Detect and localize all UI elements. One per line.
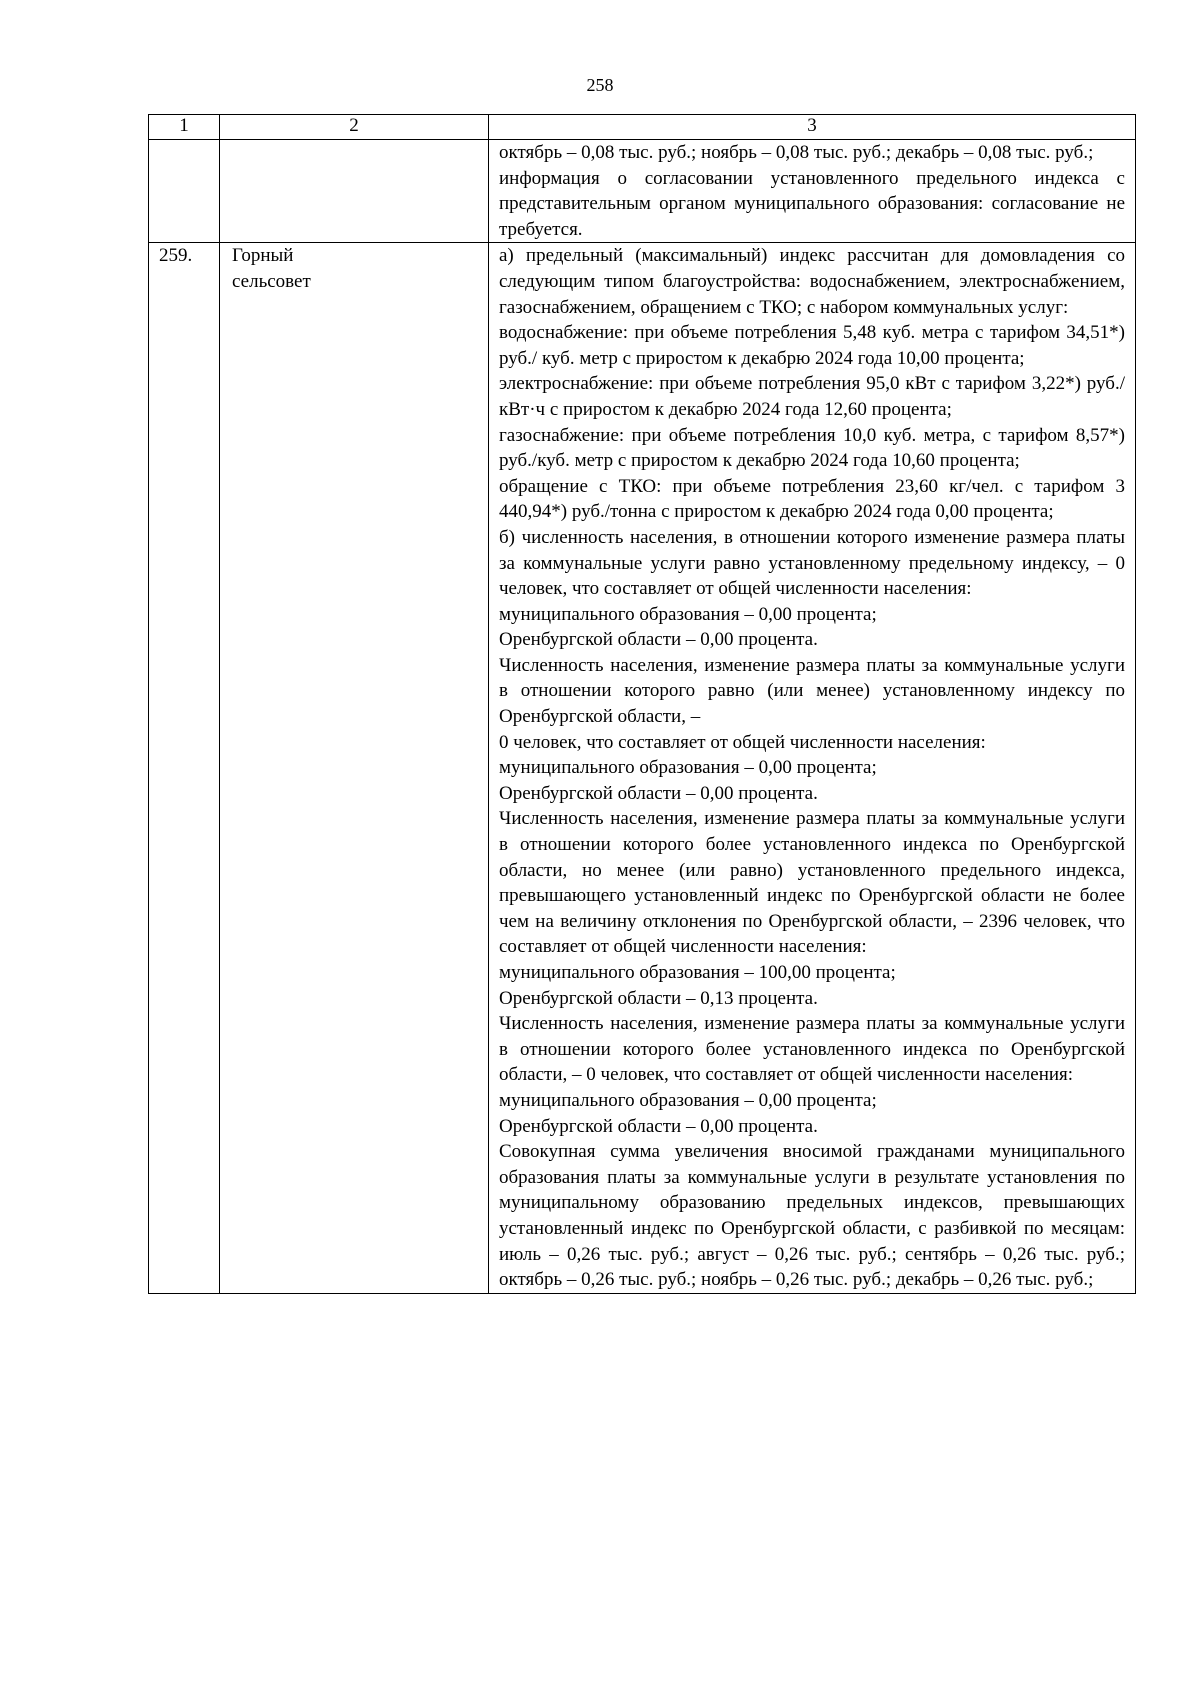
municipality-name-line: сельсовет [232,270,311,292]
document-table [148,114,1136,1294]
region-share-line: Оренбургской области – 0,00 процента. [499,1115,818,1137]
gas-supply-paragraph: газоснабжение: при объеме потребления 10,0 куб. метра, с тарифом 8,57*) руб./куб. метр с приростом к декабрю 2024 года 10,60 процента; [499,424,1125,472]
region-share-line: Оренбургской области – 0,00 процента. [499,782,818,804]
municipal-share-line: муниципального образования – 0,00 процента; [499,603,877,625]
population-count-line: 0 человек, что составляет от общей численности населения: [499,731,986,753]
waste-management-paragraph: обращение с ТКО: при объеме потребления 23,60 кг/чел. с тарифом 3 440,94*) руб./тонна с приростом к декабрю 2024 года 0,00 процента; [499,475,1125,523]
region-share-line: Оренбургской области – 0,13 процента. [499,987,818,1009]
population-equal-paragraph: б) численность населения, в отношении которого изменение размера платы за коммунальные услуги равно установленному предельному индексу, – 0 человек, что составляет от общей численности населения: [499,526,1125,600]
population-between-paragraph: Численность населения, изменение размера платы за коммунальные услуги в отношении которого более установленного индекса по Оренбургской области, но менее (или равно) установленного предельного индекса, превышающего установленный индекс по Оренбургской области не более чем на величину отклонения по Оренбургской области, – 2396 человек, что составляет от общей численности населения: [499,808,1125,958]
municipality-name-line: Горный [232,245,294,267]
row-content-cell [489,243,1136,1293]
table-row-continuation [149,140,1136,243]
total-increase-paragraph: Совокупная сумма увеличения вносимой гражданами муниципального образования платы за коммунальные услуги в результате установления по муниципальному образованию предельных индексов, превышающих установленный индекс по Оренбургской области, с разбивкой по месяцам: июль – 0,26 тыс. руб.; август – 0,26 тыс. руб.; сентябрь – 0,26 тыс. руб.; октябрь – 0,26 тыс. руб.; ноябрь – 0,26 тыс. руб.; декабрь – 0,26 тыс. руб.; [499,1141,1125,1291]
content-paragraph: информация о согласовании установленного предельного индекса с представительным органом муниципального образования: согласование не требуется. [499,167,1125,240]
electricity-supply-paragraph: электроснабжение: при объеме потребления 95,0 кВт с тарифом 3,22*) руб./кВт·ч с приростом к декабрю 2024 года 12,60 процента; [499,373,1125,420]
index-description-paragraph: а) предельный (максимальный) индекс рассчитан для домовладения со следующим типом благоустройства: водоснабжением, электроснабжением, газоснабжением, обращением с ТКО; с набором коммунальных услуг: [499,245,1125,318]
column-header-name: 2 [220,115,489,140]
water-supply-paragraph: водоснабжение: при объеме потребления 5,48 куб. метра с тарифом 34,51*) руб./ куб. метр с приростом к декабрю 2024 года 10,00 процента; [499,322,1125,369]
table-header-row [149,115,1136,140]
municipal-share-line: муниципального образования – 0,00 процента; [499,1089,877,1111]
content-paragraph: октябрь – 0,08 тыс. руб.; ноябрь – 0,08 тыс. руб.; декабрь – 0,08 тыс. руб.; [499,142,1094,163]
municipal-share-line: муниципального образования – 0,00 процента; [499,757,877,779]
municipal-share-line: муниципального образования – 100,00 процента; [499,962,896,983]
row-content-cell [489,140,1136,243]
population-less-paragraph: Численность населения, изменение размера платы за коммунальные услуги в отношении которого равно (или менее) установленному индексу по Оренбургской области, – [499,654,1125,728]
column-header-number: 1 [149,115,220,140]
row-number-cell: 259. [149,243,220,1293]
row-name-cell [220,140,489,243]
region-share-line: Оренбургской области – 0,00 процента. [499,629,818,651]
row-name-cell [220,243,489,1293]
row-number-cell [149,140,220,243]
population-more-paragraph: Численность населения, изменение размера платы за коммунальные услуги в отношении которого более установленного индекса по Оренбургской области, – 0 человек, что составляет от общей численности населения: [499,1013,1125,1086]
table-row-259 [149,243,1136,1293]
column-header-content: 3 [489,115,1136,140]
page-number: 258 [586,75,614,95]
